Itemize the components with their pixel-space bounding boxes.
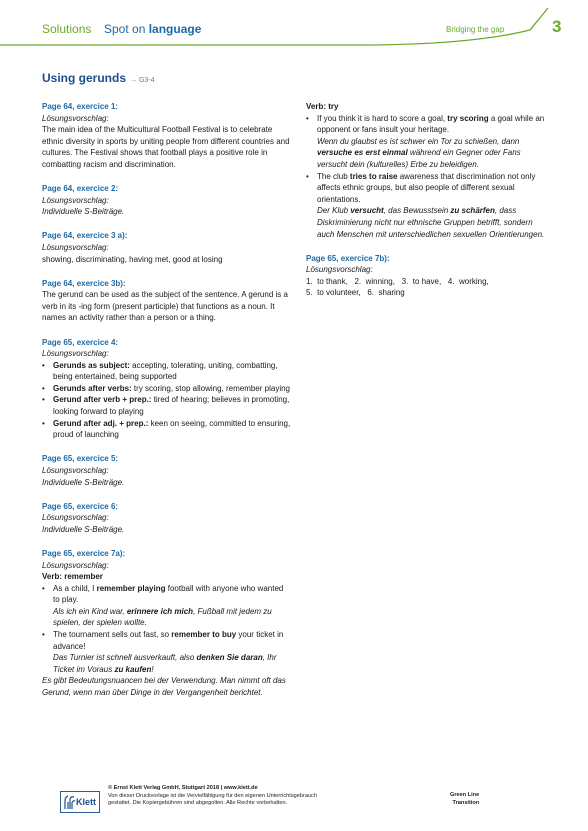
exercise-heading: Page 64, exercice 3b): <box>42 278 126 288</box>
solution-label: Lösungsvorschlag: <box>42 465 109 475</box>
page-title: Using gerunds → G3-4 <box>42 71 155 85</box>
right-column <box>306 101 546 312</box>
exercise-heading: Page 64, exercice 2: <box>42 184 119 194</box>
list-item: • The tournament sells out fast, so remember to buy your ticket in advance! Das Turnier ist schnell ausverkauft, also denken Sie daran, Ihr Ticket im Voraus zu kaufen! <box>42 629 292 675</box>
exercise-heading: Page 65, exercice 6: <box>42 501 119 511</box>
list-item: • Gerund after verb + prep.: tired of hearing; believes in promoting, looking forward to playing <box>42 394 292 417</box>
example-list <box>306 113 546 241</box>
solution-label: Lösungsvorschlag: <box>42 242 109 252</box>
exercise-65-4 <box>42 337 292 441</box>
grammar-reference: → G3-4 <box>130 77 155 84</box>
exercise-answer: Individuelle S-Beiträge. <box>42 207 125 217</box>
verb-try-section <box>306 101 546 240</box>
exercise-heading: Page 64, exercice 3 a): <box>42 231 128 241</box>
exercise-65-7a <box>42 548 292 699</box>
list-item: • Gerund after adj. + prep.: keen on seeing, committed to ensuring, proud of launching <box>42 418 292 441</box>
page-number: 3 <box>552 17 562 36</box>
exercise-heading: Page 65, exercice 4: <box>42 337 119 347</box>
exercise-answer: The main idea of the Multicultural Football Festival is to celebrate ethnic diversity in sports by uniting people from different countries and cultures. The Festival shows that football plays a positive role in combatting racism and discrimination. <box>42 125 290 169</box>
list-item: • The club tries to raise awareness that discrimination not only affects ethnic groups, but also people of different sexual orientations. Der Klub versucht, das Bewusstsein zu schärfen, dass Diskriminierung nicht nur ethnische Gruppen betrifft, sondern auch Menschen mit unterschiedlichen sexuellen Orientierungen. <box>306 171 546 241</box>
exercise-65-6 <box>42 501 292 536</box>
exercise-heading: Page 65, exercice 5: <box>42 454 119 464</box>
gerund-list <box>42 360 292 441</box>
list-item: • Gerunds after verbs: try scoring, stop allowing, remember playing <box>42 383 292 395</box>
exercise-65-5 <box>42 453 292 488</box>
list-item: • If you think it is hard to score a goal, try scoring a goal while an opponent or fans insult your heritage. Wenn du glaubst es ist schwer ein Tor zu schießen, dann versuche es erst einmal während ein Gegner oder Fans versucht dein (kulturelles) Erbe zu beleidigen. <box>306 113 546 171</box>
exercise-heading: Page 65, exercice 7a): <box>42 548 126 558</box>
exercise-64-1 <box>42 101 292 171</box>
exercise-heading: Page 65, exercice 7b): <box>306 253 390 263</box>
usage-note: Es gibt Bedeutungsnuancen bei der Verwendung. Man nimmt oft das Gerund, wenn man über Dinge in der Vergangenheit berichtet. <box>42 676 286 698</box>
exercise-answer: Individuelle S-Beiträge. <box>42 477 125 487</box>
solution-label: Lösungsvorschlag: <box>306 265 373 275</box>
solution-label: Lösungsvorschlag: <box>42 349 109 359</box>
list-item: • Gerunds as subject: accepting, tolerating, uniting, combatting, being entertained, being supported <box>42 360 292 383</box>
exercise-64-3b <box>42 278 292 324</box>
answer-line: 5. to volunteer, 6. sharing <box>306 288 405 298</box>
exercise-64-2 <box>42 183 292 218</box>
header-spot-on-language: Spot on language <box>104 22 202 36</box>
page-header <box>0 0 588 50</box>
klett-logo-icon <box>64 795 76 810</box>
exercise-answer: Individuelle S-Beiträge. <box>42 524 125 534</box>
page-footer <box>60 783 550 823</box>
left-column <box>42 101 292 711</box>
solution-label: Lösungsvorschlag: <box>42 560 109 570</box>
klett-logo: Klett <box>60 791 100 813</box>
copyright-notice: © Ernst Klett Verlag GmbH, Stuttgart 2018 | www.klett.de Von dieser Druckvorlage ist die Vervielfältigung für den eigenen Unterrichtsgebrauch gestattet. Die Kopiergebühren sind abgegolten. Alle Rechte vorbehalten. <box>108 785 317 807</box>
verb-heading: Verb: remember <box>42 572 103 582</box>
exercise-64-3a <box>42 230 292 265</box>
series-name: Green Line Transition <box>450 792 480 806</box>
header-solutions: Solutions <box>42 22 92 36</box>
exercise-answer: showing, discriminating, having met, good at losing <box>42 254 223 264</box>
verb-heading: Verb: try <box>306 102 339 111</box>
exercise-answer: The gerund can be used as the subject of the sentence. A gerund is a verb in its -ing form (present participle) that functions as a noun. It names an activity rather than a person or a thing. <box>42 290 288 323</box>
solution-label: Lösungsvorschlag: <box>42 113 109 123</box>
header-bridging-the-gap: Bridging the gap <box>446 25 505 34</box>
answer-line: 1. to thank, 2. winning, 3. to have, 4. working, <box>306 276 489 286</box>
example-list <box>42 583 292 676</box>
solution-label: Lösungsvorschlag: <box>42 513 109 523</box>
list-item: • As a child, I remember playing football with anyone who wanted to play. Als ich ein Kind war, erinnere ich mich, Fußball mit jedem zu spielen, der spielen wollte. <box>42 583 292 629</box>
exercise-65-7b <box>306 253 546 299</box>
solution-label: Lösungsvorschlag: <box>42 195 109 205</box>
exercise-heading: Page 64, exercice 1: <box>42 102 119 111</box>
